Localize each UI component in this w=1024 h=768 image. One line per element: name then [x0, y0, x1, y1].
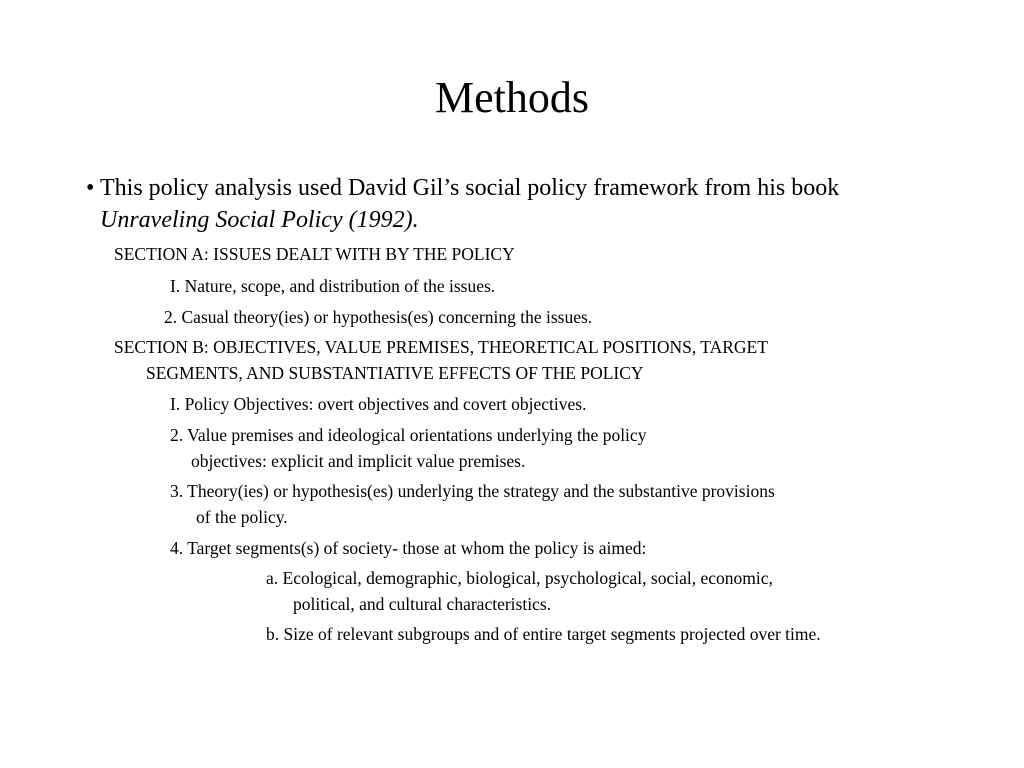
section-a-item-2: 2. Casual theory(ies) or hypothesis(es) concerning the issues.: [164, 307, 593, 327]
sub-item-a-line-2: political, and cultural characteristics.: [293, 594, 552, 614]
section-b-item-2-line-1: 2. Value premises and ideological orientations underlying the policy: [170, 425, 647, 445]
section-b-heading-line-1: SECTION B: OBJECTIVES, VALUE PREMISES, THEORETICAL POSITIONS, TARGET: [114, 337, 768, 357]
section-b-item-2-line-2: objectives: explicit and implicit value premises.: [191, 451, 526, 471]
intro-text: This policy analysis used David Gil’s social policy framework from his book: [100, 175, 840, 201]
sub-item-b: b. Size of relevant subgroups and of entire target segments projected over time.: [266, 624, 821, 644]
section-b-heading-line-2: SEGMENTS, AND SUBSTANTIATIVE EFFECTS OF THE POLICY: [146, 363, 644, 383]
section-b-item-4: 4. Target segments(s) of society- those at whom the policy is aimed:: [170, 538, 647, 558]
section-b-item-3-line-1: 3. Theory(ies) or hypothesis(es) underlying the strategy and the substantive provisions: [170, 481, 775, 501]
section-b-item-3-line-2: of the policy.: [196, 507, 288, 527]
slide-title: Methods: [435, 73, 589, 122]
bullet-marker: •: [86, 175, 95, 201]
section-a-heading: SECTION A: ISSUES DEALT WITH BY THE POLICY: [114, 244, 515, 264]
book-title: Unraveling Social Policy (1992).: [100, 207, 419, 233]
sub-item-a-line-1: a. Ecological, demographic, biological, psychological, social, economic,: [266, 568, 773, 588]
section-a-item-1: I. Nature, scope, and distribution of the issues.: [170, 276, 496, 296]
section-b-item-1: I. Policy Objectives: overt objectives and covert objectives.: [170, 394, 587, 414]
intro-paragraph: [100, 172, 940, 236]
